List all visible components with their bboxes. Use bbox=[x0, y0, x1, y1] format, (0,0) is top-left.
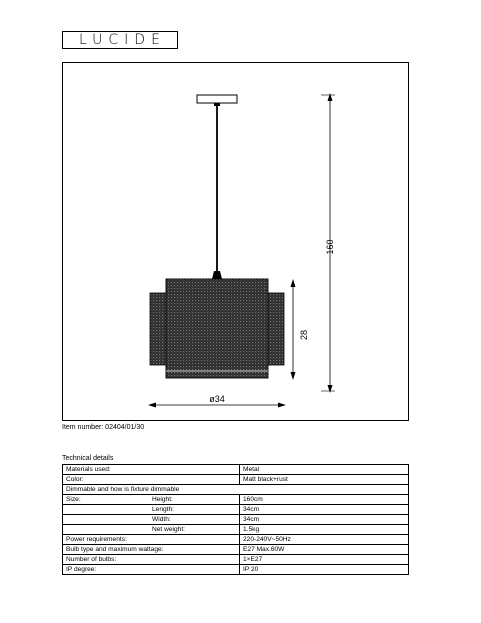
table-row bbox=[63, 495, 409, 505]
shade-height-label: 28 bbox=[299, 329, 309, 341]
row-value: E27 Max.60W bbox=[240, 545, 409, 555]
row-value: 220-240V~50Hz bbox=[240, 535, 409, 545]
table-row bbox=[63, 545, 409, 555]
row-value: 34cm bbox=[240, 505, 409, 515]
row-value: 1.5kg bbox=[240, 525, 409, 535]
table-row bbox=[63, 565, 409, 575]
table-row bbox=[63, 515, 409, 525]
row-sublabel: Net weight: bbox=[152, 526, 185, 533]
row-label bbox=[63, 525, 240, 535]
table-row bbox=[63, 485, 409, 495]
table-row bbox=[63, 555, 409, 565]
row-label: Power requirements: bbox=[63, 535, 240, 545]
row-label: Color: bbox=[63, 475, 240, 485]
row-label bbox=[63, 515, 240, 525]
row-value: 160cm bbox=[240, 495, 409, 505]
lucide-logo: LUCIDE bbox=[62, 31, 178, 49]
table-row bbox=[63, 475, 409, 485]
product-drawing bbox=[62, 62, 409, 421]
row-label bbox=[63, 505, 240, 515]
table-row bbox=[63, 505, 409, 515]
row-sublabel: Height: bbox=[152, 496, 173, 503]
row-value: Matt black+rust bbox=[240, 475, 409, 485]
row-label: IP degree: bbox=[63, 565, 240, 575]
row-label: Size: Height: bbox=[63, 495, 240, 505]
table-row bbox=[63, 535, 409, 545]
row-value: 1×E27 bbox=[240, 555, 409, 565]
table-row bbox=[63, 525, 409, 535]
row-label: Bulb type and maximum wattage: bbox=[63, 545, 240, 555]
row-label: Dimmable and how is fixture dimmable bbox=[63, 485, 409, 495]
item-number: Item number: 02404/01/30 bbox=[62, 424, 145, 431]
pendant-lamp-diagram bbox=[63, 63, 410, 422]
technical-details-table bbox=[62, 464, 409, 575]
row-label: Materials used: bbox=[63, 465, 240, 475]
row-value: 34cm bbox=[240, 515, 409, 525]
row-value: Metal bbox=[240, 465, 409, 475]
row-label: Number of bulbs: bbox=[63, 555, 240, 565]
ceiling-canopy bbox=[197, 95, 237, 103]
row-sublabel: Length: bbox=[152, 506, 174, 513]
technical-details-title: Technical details bbox=[62, 455, 114, 462]
table-row bbox=[63, 465, 409, 475]
row-value: IP 20 bbox=[240, 565, 409, 575]
row-sublabel: Width: bbox=[152, 516, 171, 523]
diameter-label: ø34 bbox=[209, 394, 225, 404]
height-label: 160 bbox=[325, 239, 335, 255]
